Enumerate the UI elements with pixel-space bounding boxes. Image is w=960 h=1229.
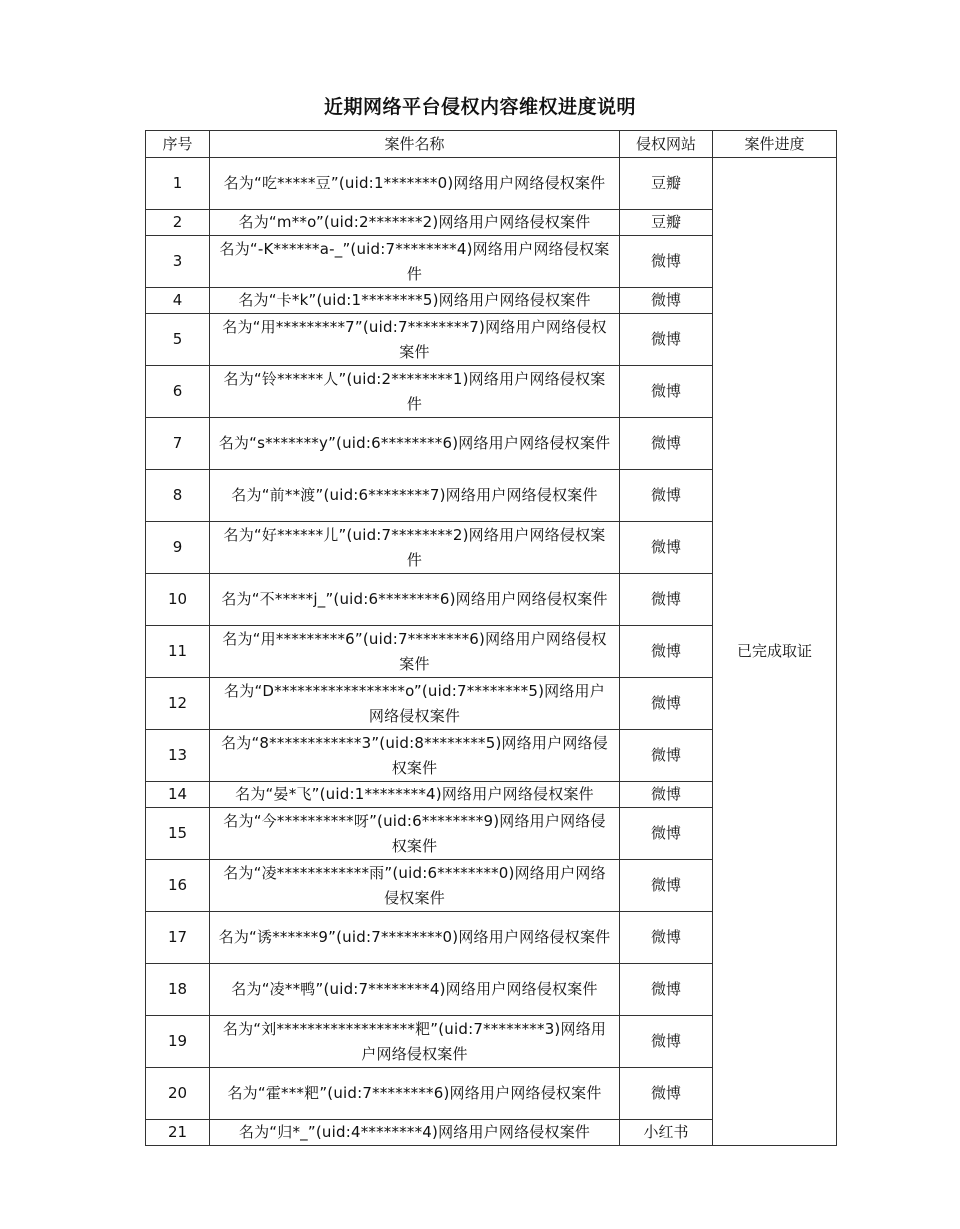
row-case-name: 名为“卡*k”(uid:1********5)网络用户网络侵权案件 <box>210 288 620 314</box>
row-case-name: 名为“前**渡”(uid:6********7)网络用户网络侵权案件 <box>210 470 620 522</box>
table-header-row <box>146 131 837 158</box>
row-index: 5 <box>146 314 210 366</box>
row-index: 16 <box>146 860 210 912</box>
row-index: 13 <box>146 730 210 782</box>
row-case-name: 名为“8************3”(uid:8********5)网络用户网络侵权案件 <box>210 730 620 782</box>
row-case-name: 名为“用*********6”(uid:7********6)网络用户网络侵权案件 <box>210 626 620 678</box>
row-index: 14 <box>146 782 210 808</box>
row-site: 豆瓣 <box>620 210 713 236</box>
row-index: 12 <box>146 678 210 730</box>
row-site: 微博 <box>620 366 713 418</box>
row-case-name: 名为“-K******a-_”(uid:7********4)网络用户网络侵权案件 <box>210 236 620 288</box>
row-index: 19 <box>146 1016 210 1068</box>
row-site: 微博 <box>620 860 713 912</box>
header-site: 侵权网站 <box>620 131 713 158</box>
row-site: 微博 <box>620 626 713 678</box>
row-case-name: 名为“诱******9”(uid:7********0)网络用户网络侵权案件 <box>210 912 620 964</box>
header-case-name: 案件名称 <box>210 131 620 158</box>
row-case-name: 名为“晏*飞”(uid:1********4)网络用户网络侵权案件 <box>210 782 620 808</box>
header-progress: 案件进度 <box>713 131 837 158</box>
case-table <box>145 130 837 1146</box>
row-case-name: 名为“吃*****豆”(uid:1*******0)网络用户网络侵权案件 <box>210 158 620 210</box>
page-title: 近期网络平台侵权内容维权进度说明 <box>323 96 636 118</box>
row-site: 微博 <box>620 522 713 574</box>
row-case-name: 名为“D*****************o”(uid:7********5)网络用户网络侵权案件 <box>210 678 620 730</box>
row-case-name: 名为“凌**鸭”(uid:7********4)网络用户网络侵权案件 <box>210 964 620 1016</box>
row-index: 9 <box>146 522 210 574</box>
row-index: 21 <box>146 1120 210 1146</box>
row-index: 8 <box>146 470 210 522</box>
row-site: 微博 <box>620 912 713 964</box>
row-site: 豆瓣 <box>620 158 713 210</box>
row-site: 微博 <box>620 808 713 860</box>
row-case-name: 名为“不*****j_”(uid:6********6)网络用户网络侵权案件 <box>210 574 620 626</box>
row-site: 微博 <box>620 782 713 808</box>
row-site: 微博 <box>620 574 713 626</box>
table-row <box>146 158 837 210</box>
row-site: 微博 <box>620 730 713 782</box>
row-case-name: 名为“好******儿”(uid:7********2)网络用户网络侵权案件 <box>210 522 620 574</box>
row-case-name: 名为“今**********呀”(uid:6********9)网络用户网络侵权案件 <box>210 808 620 860</box>
row-index: 20 <box>146 1068 210 1120</box>
row-case-name: 名为“铃******人”(uid:2********1)网络用户网络侵权案件 <box>210 366 620 418</box>
progress-status: 已完成取证 <box>713 158 837 1146</box>
row-site: 微博 <box>620 1016 713 1068</box>
row-index: 10 <box>146 574 210 626</box>
row-site: 小红书 <box>620 1120 713 1146</box>
row-index: 6 <box>146 366 210 418</box>
row-index: 18 <box>146 964 210 1016</box>
row-site: 微博 <box>620 236 713 288</box>
row-index: 4 <box>146 288 210 314</box>
row-case-name: 名为“凌************雨”(uid:6********0)网络用户网络侵权案件 <box>210 860 620 912</box>
row-site: 微博 <box>620 1068 713 1120</box>
row-site: 微博 <box>620 678 713 730</box>
row-index: 17 <box>146 912 210 964</box>
row-site: 微博 <box>620 418 713 470</box>
row-index: 1 <box>146 158 210 210</box>
header-index: 序号 <box>146 131 210 158</box>
row-site: 微博 <box>620 288 713 314</box>
row-case-name: 名为“霍***粑”(uid:7********6)网络用户网络侵权案件 <box>210 1068 620 1120</box>
row-index: 15 <box>146 808 210 860</box>
row-index: 7 <box>146 418 210 470</box>
row-site: 微博 <box>620 470 713 522</box>
row-site: 微博 <box>620 964 713 1016</box>
row-site: 微博 <box>620 314 713 366</box>
row-index: 11 <box>146 626 210 678</box>
row-case-name: 名为“s*******y”(uid:6********6)网络用户网络侵权案件 <box>210 418 620 470</box>
row-case-name: 名为“归*_”(uid:4********4)网络用户网络侵权案件 <box>210 1120 620 1146</box>
row-case-name: 名为“刘******************粑”(uid:7********3)网络用户网络侵权案件 <box>210 1016 620 1068</box>
row-index: 2 <box>146 210 210 236</box>
row-case-name: 名为“m**o”(uid:2*******2)网络用户网络侵权案件 <box>210 210 620 236</box>
row-index: 3 <box>146 236 210 288</box>
row-case-name: 名为“用*********7”(uid:7********7)网络用户网络侵权案件 <box>210 314 620 366</box>
